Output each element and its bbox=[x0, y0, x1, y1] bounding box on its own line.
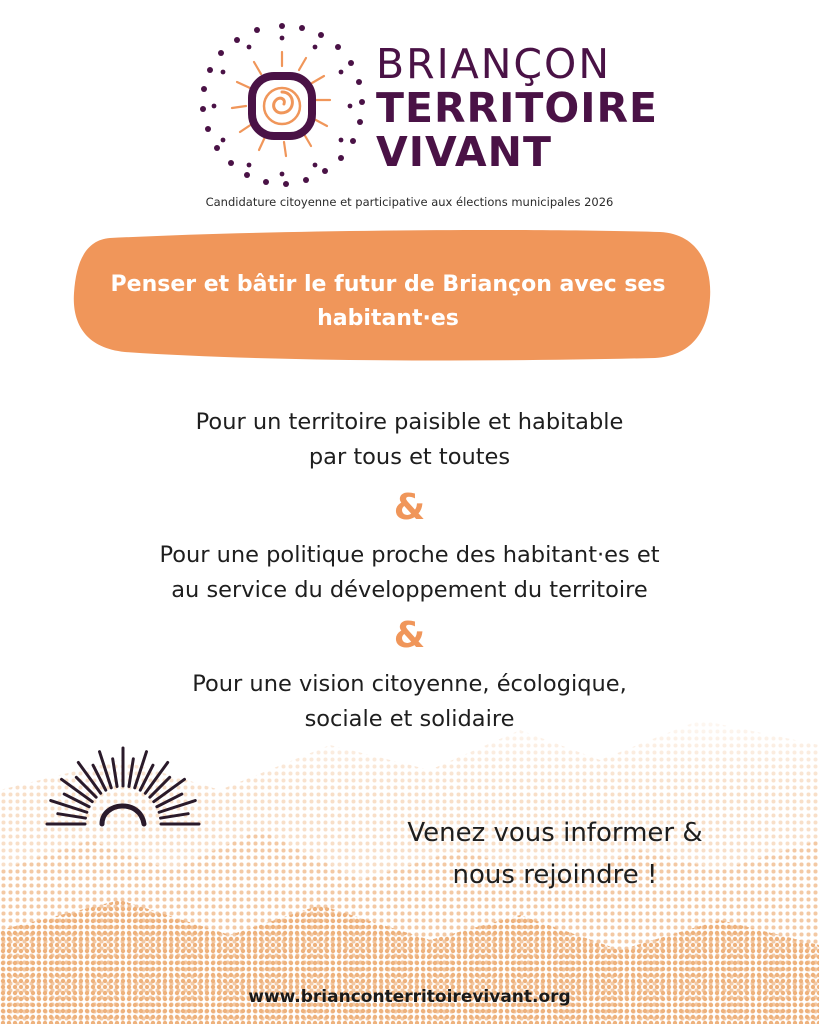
sun-ray bbox=[161, 814, 189, 818]
cta-line1: Venez vous informer & bbox=[407, 818, 703, 848]
brand-line-territoire: TERRITOIRE bbox=[376, 84, 659, 132]
call-to-action bbox=[370, 812, 740, 896]
claim-politics bbox=[0, 538, 819, 608]
tagline: Candidature citoyenne et participative aux élections municipales 2026 bbox=[205, 195, 614, 209]
sun-ray bbox=[113, 759, 117, 787]
claim-territory-line1: Pour un territoire paisible et habitable bbox=[195, 409, 624, 435]
ampersand-separator: & bbox=[393, 487, 426, 528]
claim-politics-line2: au service du développement du territoire bbox=[171, 577, 648, 603]
brand-line-briancon: BRIANÇON bbox=[376, 40, 611, 88]
website-link[interactable]: www.brianconterritoirevivant.org bbox=[248, 987, 571, 1007]
claim-vision-line2: sociale et solidaire bbox=[304, 706, 515, 732]
ampersand-separator: & bbox=[393, 615, 426, 656]
brand-line-vivant: VIVANT bbox=[376, 128, 552, 176]
claim-politics-line1: Pour une politique proche des habitant·es et bbox=[159, 542, 660, 568]
sun-ray bbox=[76, 777, 96, 797]
cta-line2: nous rejoindre ! bbox=[452, 860, 658, 890]
claim-vision-line1: Pour une vision citoyenne, écologique, bbox=[192, 671, 627, 697]
sun-ray bbox=[129, 759, 133, 787]
claim-territory-line2: par tous et toutes bbox=[308, 444, 511, 470]
banner-headline: Penser et bâtir le futur de Briançon avec ses habitant·es bbox=[110, 272, 666, 331]
sun-spiral-icon bbox=[196, 20, 368, 192]
claim-vision bbox=[0, 667, 819, 737]
brand-title bbox=[376, 40, 659, 176]
sun-ray bbox=[150, 777, 170, 797]
claim-territory bbox=[0, 405, 819, 475]
rising-sun-icon bbox=[40, 732, 210, 862]
sun-ray bbox=[58, 814, 86, 818]
